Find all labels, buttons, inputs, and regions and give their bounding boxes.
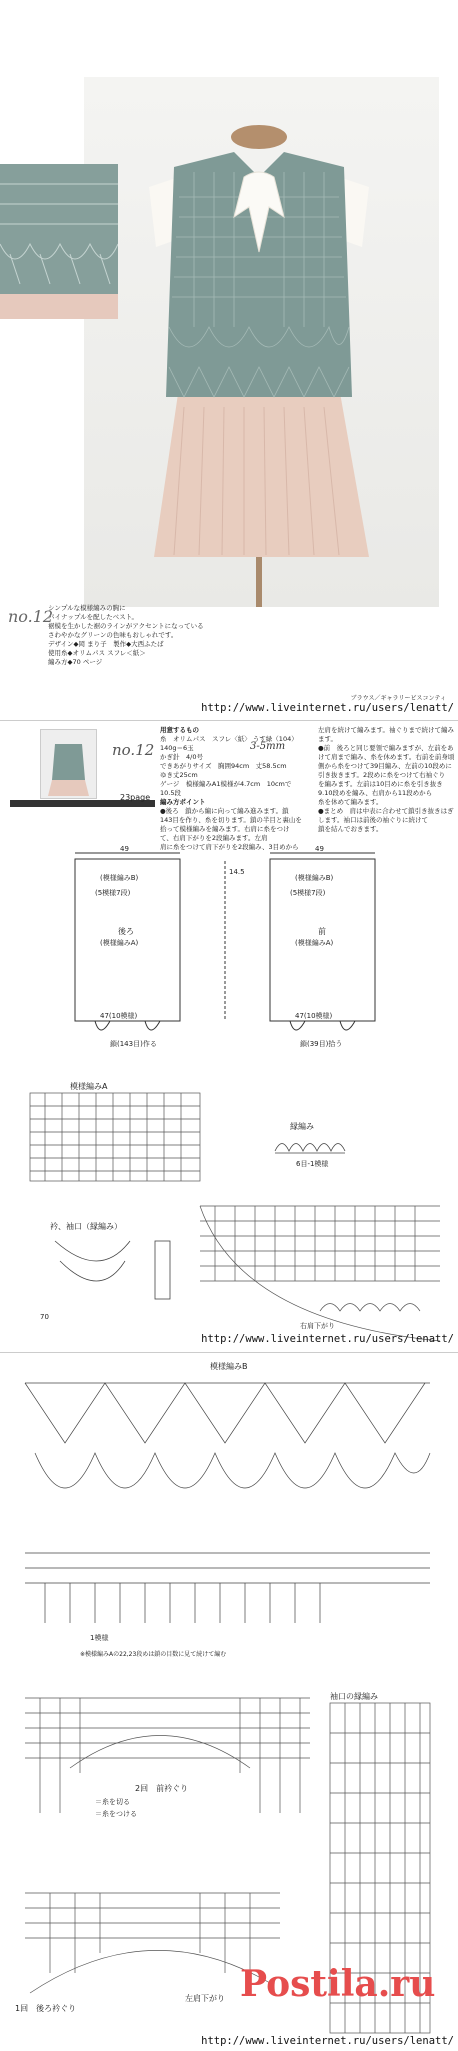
materials-line: 糸 オリムパス スフレ〈紙〉 うす緑（104） xyxy=(160,735,298,743)
legend-item: ＝糸をつける xyxy=(95,1810,137,1818)
materials-line: て、右肩下がりを2段編みます。左肩 xyxy=(160,834,268,842)
schematic-drawings xyxy=(0,721,458,1349)
materials-line: 140g＝6玉 xyxy=(160,744,194,752)
sleeve-edge-title: 袖口の縁編み xyxy=(330,1692,378,1701)
materials-line: ゆき丈25cm xyxy=(160,771,198,779)
legend-item: ＝糸を切る xyxy=(95,1798,130,1806)
instruction-line: ●前 後ろと同じ要領で編みますが、左前をあ xyxy=(318,744,454,752)
edging-repeat: 6目-1模様 xyxy=(296,1160,329,1168)
source-url[interactable]: http://www.liveinternet.ru/users/lenatt/ xyxy=(201,2035,454,2047)
inset-detail-photo xyxy=(0,164,118,319)
handwritten-note: 3-5mm xyxy=(250,741,286,752)
label-pattern-b5: (5模様7段) xyxy=(95,889,131,897)
label-front: 前 xyxy=(318,927,326,936)
magazine-page-photo xyxy=(0,0,458,715)
description xyxy=(48,604,288,667)
chart-note: ※模様編みAの22,23段めは鎖の目数に見て続けて編む xyxy=(80,1651,227,1658)
instruction-line: けて肩まで編み、糸を休めます。右前を前身頃 xyxy=(318,753,455,761)
label-pattern-b5: (5模様7段) xyxy=(290,889,326,897)
postila-logo: Postila.ru xyxy=(240,1963,436,2005)
materials-line: 編み方ポイント xyxy=(160,798,206,806)
pattern-a-title: 模様編みA xyxy=(70,1082,108,1091)
materials-line: できあがりサイズ 胸囲94cm 丈58.5cm xyxy=(160,762,287,770)
pattern-number: no.12 xyxy=(112,741,155,759)
edging-title: 縁編み xyxy=(290,1122,314,1131)
materials-line: 143目を作り、糸を切ります。鎖の半目と裏山を xyxy=(160,816,302,824)
label-center: 14.5 xyxy=(229,868,245,876)
instruction-line: 糸を休めて編みます。 xyxy=(318,798,383,806)
description-line: デザイン◆岡 まり子 製作◆大西ふたば xyxy=(48,640,164,648)
instruction-line: 引き抜きます。2段めに糸をつけて右袖ぐり xyxy=(318,771,446,779)
magazine-page-instructions xyxy=(0,720,458,1349)
description-line: パイナップルを配したベスト。 xyxy=(48,613,139,621)
materials-title: 用意するもの xyxy=(160,726,199,734)
materials-line: ゲージ 模様編みA1模様が4.7cm 10cmで xyxy=(160,780,292,788)
instruction-line: 側から糸をつけて39目編み、左前の10段めに xyxy=(318,762,452,770)
front-armhole-label: 2回 前衿ぐり xyxy=(135,1784,189,1793)
materials-line: かぎ針 4/0号 xyxy=(160,753,203,761)
materials-line: 肩に糸をつけて肩下がりを2段編み、3目めから xyxy=(160,843,299,851)
collar-title: 衿、袖口（縁編み） xyxy=(50,1222,122,1231)
label-back: 後ろ xyxy=(118,927,134,936)
description-line: 使用糸◆オリムパス スフレ＜紙＞ xyxy=(48,649,146,657)
shoulder-slope: 右肩下がり xyxy=(300,1322,335,1330)
source-url[interactable]: http://www.liveinternet.ru/users/lenatt/ xyxy=(201,702,454,714)
page-number: 70 xyxy=(40,1313,49,1321)
label-pattern-b: (模様編みB) xyxy=(295,874,334,882)
instruction-line: します。袖口は前後の袖ぐりに続けて xyxy=(318,816,428,824)
back-armhole-label: 1回 後ろ衿ぐり xyxy=(15,2004,77,2013)
label-chain-back: 鎖(143目)作る xyxy=(110,1040,157,1048)
one-pattern-label: 1模様 xyxy=(90,1634,109,1642)
instruction-line: を編みます。左前は10目めに糸を引き抜き xyxy=(318,780,443,788)
source-url[interactable]: http://www.liveinternet.ru/users/lenatt/ xyxy=(201,1333,454,1345)
description-line: さわやかなグリーンの色味もおしゃれです。 xyxy=(48,631,178,639)
pattern-number: no.12 xyxy=(8,607,54,626)
label-front-pattern: (模様編みA) xyxy=(295,939,334,947)
label-back-pattern: (模様編みA) xyxy=(100,939,139,947)
instruction-line: ます。 xyxy=(318,735,337,743)
crochet-charts xyxy=(0,1353,458,2051)
lace-detail-illustration xyxy=(0,164,118,319)
left-shoulder-label: 左肩下がり xyxy=(185,1994,225,2003)
credit: ブラウス／ギャラリービスコンティ xyxy=(350,695,446,702)
page-ref: 23page xyxy=(120,793,151,802)
materials-line: 10.5段 xyxy=(160,789,181,797)
label-width: 49 xyxy=(120,845,129,853)
main-photo xyxy=(84,77,439,607)
instruction-line: 鎖を結んでおきます。 xyxy=(318,825,383,833)
label-hem-front: 47(10模様) xyxy=(295,1012,333,1020)
label-pattern-b: (模様編みB) xyxy=(100,874,139,882)
pattern-b-title: 模様編みB xyxy=(210,1362,248,1371)
materials-line: ●後ろ 鎖から編に向って編み進みます。鎖 xyxy=(160,807,289,815)
garment-illustration xyxy=(84,77,439,607)
label-width: 49 xyxy=(315,845,324,853)
label-hem-back: 47(10模様) xyxy=(100,1012,138,1020)
instruction-line: 左肩を続けて編みます。袖ぐりまで続けて編み xyxy=(318,726,454,734)
description-line: 裾模を生かした裾のラインがアクセントになっている xyxy=(48,622,204,630)
instruction-line: 9.10段めを編み、右肩から11段めから xyxy=(318,789,433,797)
magazine-page-charts xyxy=(0,1352,458,2051)
label-chain-front: 鎖(39目)拾う xyxy=(300,1040,343,1048)
description-line: シンプルな模様編みの胸に xyxy=(48,604,126,612)
materials-line: 拾って模様編みを編みます。右肩に糸をつけ xyxy=(160,825,290,833)
description-line: 編み方◆70 ページ xyxy=(48,658,103,666)
instruction-line: ●まとめ 肩は中表に合わせて鎖引き抜きはぎ xyxy=(318,807,454,815)
